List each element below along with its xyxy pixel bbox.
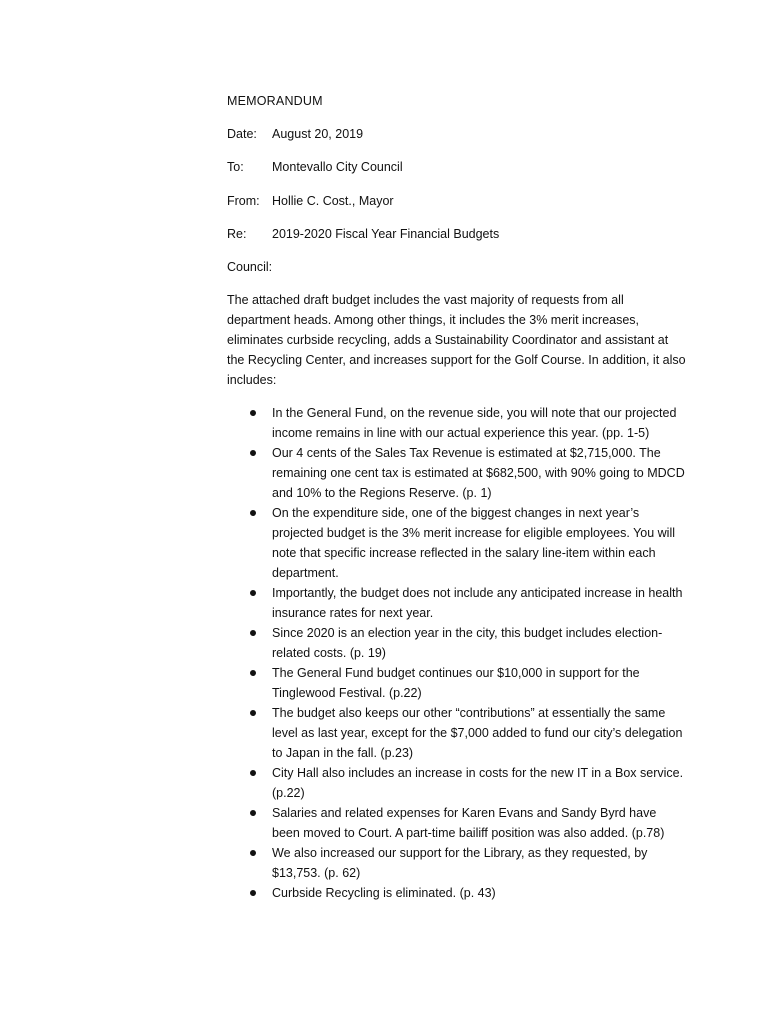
bullet-icon — [250, 890, 256, 896]
bullet-icon — [250, 410, 256, 416]
bullet-icon — [250, 810, 256, 816]
list-item — [227, 803, 687, 843]
list-item-text: The General Fund budget continues our $10,000 in support for the Tinglewood Festival. (p.22) — [272, 666, 640, 700]
list-item-text: Our 4 cents of the Sales Tax Revenue is estimated at $2,715,000. The remaining one cent tax is estimated at $682,500, with 90% going to MDCD and 10% to the Regions Reserve. (p. 1) — [272, 446, 685, 500]
header-value: 2019-2020 Fiscal Year Financial Budgets — [272, 227, 500, 241]
header-re — [227, 227, 687, 245]
list-item — [227, 403, 687, 443]
list-item — [227, 663, 687, 703]
list-item-text: Since 2020 is an election year in the city, this budget includes election-related costs. (p. 19) — [272, 626, 663, 660]
list-item-text: We also increased our support for the Library, as they requested, by $13,753. (p. 62) — [272, 846, 648, 880]
list-item-text: City Hall also includes an increase in costs for the new IT in a Box service.(p.22) — [272, 766, 684, 800]
list-item — [227, 443, 687, 503]
header-label: Date: — [227, 127, 257, 141]
header-to — [227, 160, 687, 178]
intro-paragraph: The attached draft budget includes the vast majority of requests from all department heads. Among other things, it includes the 3% merit increases, eliminates curbside recycling, adds a Sustainability Coordinator and assistant at the Recycling Center, and increases support for the Golf Course. In addition, it also includes: — [227, 293, 686, 387]
list-item — [227, 843, 687, 883]
bullet-icon — [250, 590, 256, 596]
list-item-text: On the expenditure side, one of the biggest changes in next year’s projected budget is the 3% merit increase for eligible employees. You will note that specific increase reflected in the salary line-item within each department. — [272, 506, 676, 580]
list-item-text: Importantly, the budget does not include any anticipated increase in health insurance rates for next year. — [272, 586, 683, 620]
header-value: August 20, 2019 — [272, 127, 364, 141]
list-item — [227, 503, 687, 583]
bullet-icon — [250, 770, 256, 776]
bullet-list — [227, 403, 687, 903]
header-label: To: — [227, 160, 244, 174]
list-item — [227, 883, 687, 903]
list-item-text: Curbside Recycling is eliminated. (p. 43) — [272, 886, 496, 900]
list-item — [227, 623, 687, 663]
list-item — [227, 763, 687, 803]
salutation: Council: — [227, 260, 273, 274]
list-item-text: The budget also keeps our other “contributions” at essentially the same level as last year, except for the $7,000 added to fund our city’s delegation to Japan in the fall. (p.23) — [272, 706, 683, 760]
bullet-icon — [250, 850, 256, 856]
list-item — [227, 583, 687, 623]
header-from — [227, 194, 687, 212]
bullet-icon — [250, 670, 256, 676]
header-date — [227, 127, 687, 145]
header-label: Re: — [227, 227, 247, 241]
memo-title: MEMORANDUM — [227, 94, 323, 108]
header-value: Montevallo City Council — [272, 160, 403, 174]
header-value: Hollie C. Cost., Mayor — [272, 194, 394, 208]
bullet-icon — [250, 450, 256, 456]
bullet-icon — [250, 710, 256, 716]
bullet-icon — [250, 510, 256, 516]
header-label: From: — [227, 194, 260, 208]
list-item-text: Salaries and related expenses for Karen Evans and Sandy Byrd have been moved to Court. A part-time bailiff position was also added. (p.78) — [272, 806, 665, 840]
list-item-text: In the General Fund, on the revenue side, you will note that our projected income remains in line with our actual experience this year. (pp. 1-5) — [272, 406, 677, 440]
list-item — [227, 703, 687, 763]
bullet-icon — [250, 630, 256, 636]
